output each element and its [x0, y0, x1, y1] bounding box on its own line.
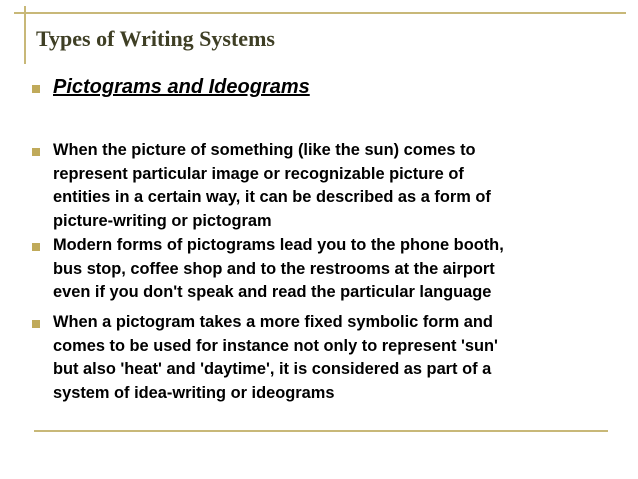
square-bullet-icon: [32, 243, 40, 251]
top-rule: [14, 12, 626, 14]
text-line: Modern forms of pictograms lead you to the phone booth,: [53, 236, 504, 254]
text-line: When the picture of something (like the sun) comes to: [53, 141, 476, 159]
slide-title: Types of Writing Systems: [36, 26, 275, 51]
bullet-paragraph-3: [53, 311, 613, 405]
bullet-paragraph-1: [53, 139, 613, 233]
text-line: When a pictogram takes a more fixed symbolic form and: [53, 313, 493, 331]
square-bullet-icon: [32, 320, 40, 328]
text-line: picture-writing or pictogram: [53, 211, 272, 230]
text-line: represent particular image or recognizable picture of: [53, 164, 464, 183]
text-line: even if you don't speak and read the particular language: [53, 283, 492, 302]
section-heading: Pictograms and Ideograms: [53, 76, 310, 98]
text-line: system of idea-writing or ideograms: [53, 383, 335, 402]
text-line: but also 'heat' and 'daytime', it is considered as part of a: [53, 360, 492, 379]
square-bullet-icon: [32, 85, 40, 93]
text-line: entities in a certain way, it can be described as a form of: [53, 188, 491, 207]
side-rule: [24, 6, 26, 64]
text-line: comes to be used for instance not only to represent 'sun': [53, 336, 498, 355]
square-bullet-icon: [32, 148, 40, 156]
bullet-paragraph-2: [53, 234, 613, 305]
bottom-rule: [34, 430, 608, 432]
text-line: bus stop, coffee shop and to the restrooms at the airport: [53, 259, 495, 278]
